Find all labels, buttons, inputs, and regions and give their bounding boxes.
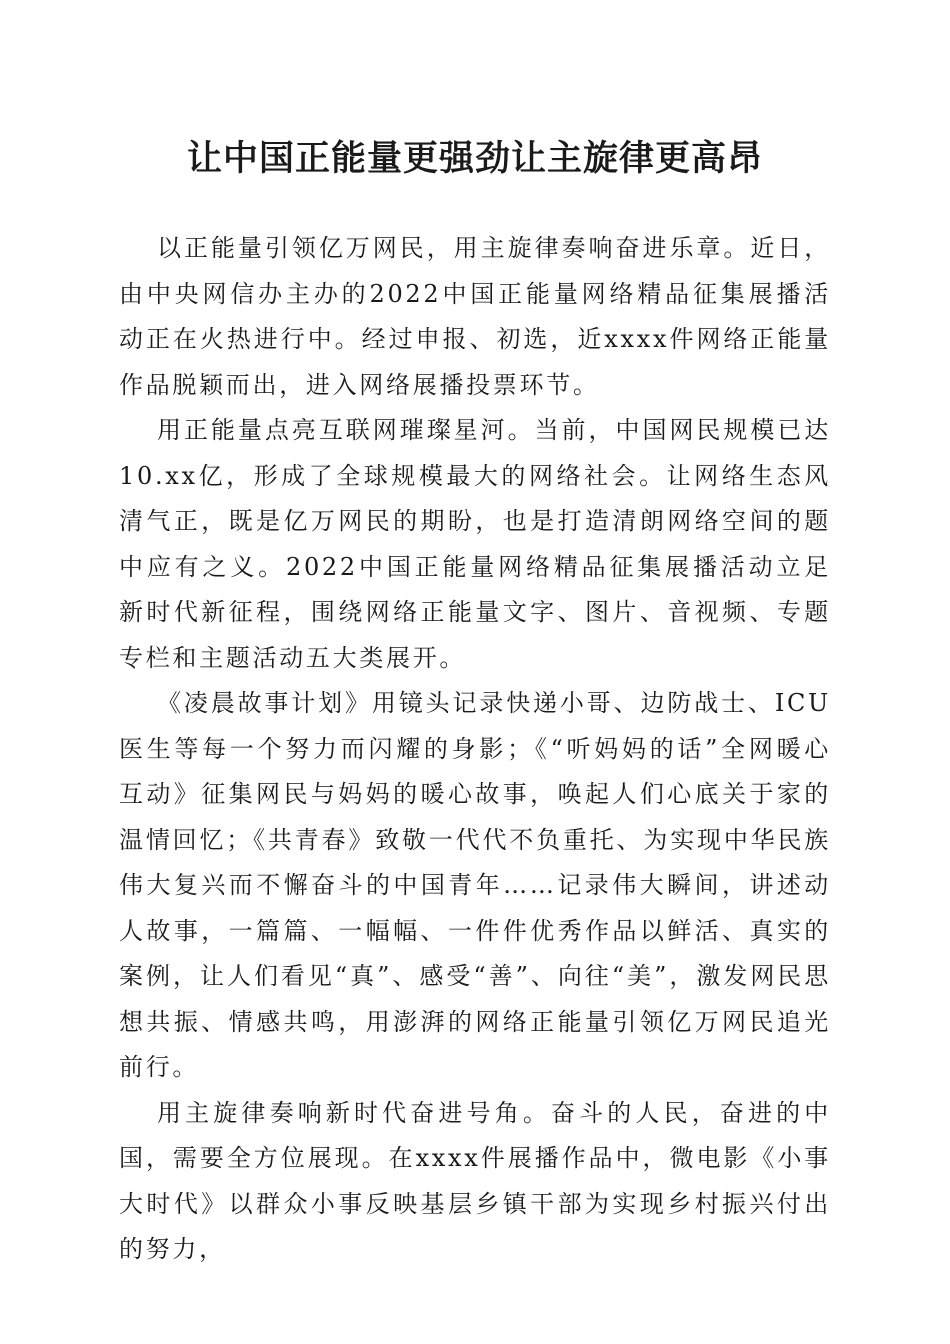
document-title: 让中国正能量更强劲让主旋律更高昂	[186, 138, 763, 179]
paragraph-3: 《凌晨故事计划》用镜头记录快递小哥、边防战士、ICU医生等每一个努力而闪耀的身影；《“听妈妈的话”全网暖心互动》征集网民与妈妈的暖心故事，唤起人们心底关于家的温情回忆；《共青春》致敬一代代不负重托、为实现中华民族伟大复兴而不懈奋斗的中国青年……记录伟大瞬间，讲述动人故事，一篇篇、一幅幅、一件件优秀作品以鲜活、真实的案例，让人们看见“真”、感受“善”、向往“美”，激发网民思想共振、情感共鸣，用澎湃的网络正能量引领亿万网民追光前行。	[119, 689, 831, 1081]
paragraph-4: 用主旋律奏响新时代奋进号角。奋斗的人民，奋进的中国，需要全方位展现。在xxxx件展播作品中，微电影《小事大时代》以群众小事反映基层乡镇干部为实现乡村振兴付出的努力，	[119, 1098, 831, 1263]
paragraph-1: 以正能量引领亿万网民，用主旋律奏响奋进乐章。近日，由中央网信办主办的2022中国正能量网络精品征集展播活动正在火热进行中。经过申报、初选，近xxxx件网络正能量作品脱颖而出，进入网络展播投票环节。	[119, 234, 831, 399]
paragraph-2: 用正能量点亮互联网璀璨星河。当前，中国网民规模已达10.xx亿，形成了全球规模最大的网络社会。让网络生态风清气正，既是亿万网民的期盼，也是打造清朗网络空间的题中应有之义。2022中国正能量网络精品征集展播活动立足新时代新征程，围绕网络正能量文字、图片、音视频、专题专栏和主题活动五大类展开。	[119, 416, 831, 672]
document-body	[119, 226, 831, 1273]
